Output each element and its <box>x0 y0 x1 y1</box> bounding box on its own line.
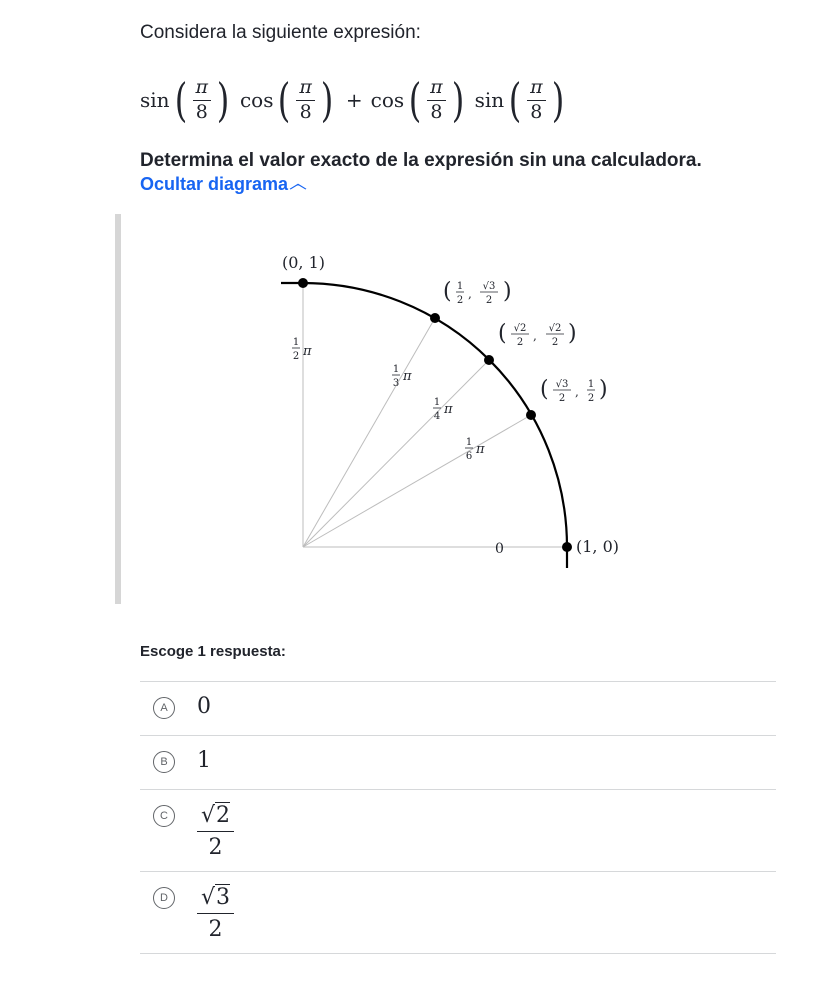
choice-d-value: $\frac{√3}{2}$ <box>197 885 234 942</box>
radius-pi-over-3 <box>303 318 435 547</box>
choice-letter-a: A <box>153 697 175 719</box>
svg-text:√3: √3 <box>482 281 496 292</box>
svg-text:π: π <box>303 344 312 359</box>
angle-label-pi-over-6 <box>465 437 485 462</box>
label-0-1: (0, 1) <box>282 253 326 272</box>
choice-c[interactable] <box>140 789 776 871</box>
choice-d[interactable] <box>140 871 776 954</box>
right-paren: ) <box>451 73 464 127</box>
svg-text:2: 2 <box>456 295 464 306</box>
label-pi-over-3-coords <box>443 279 512 306</box>
question-prompt: Determina el valor exacto de la expresión sin una calculadora. <box>140 150 702 171</box>
point-1-0 <box>562 542 572 552</box>
svg-text:(: ( <box>540 377 549 402</box>
point-pi-over-6 <box>526 410 536 420</box>
choice-b-value: 1 <box>197 748 211 773</box>
svg-text:√2: √2 <box>513 323 527 334</box>
left-paren: ( <box>408 73 422 127</box>
radius-pi-over-6 <box>303 415 531 547</box>
point-0-1 <box>298 278 308 288</box>
label-pi-over-6-coords <box>540 377 608 404</box>
svg-text:2: 2 <box>587 393 595 404</box>
svg-text:1: 1 <box>392 364 400 375</box>
plus-operator: + <box>345 88 363 112</box>
svg-text:2: 2 <box>292 351 300 362</box>
svg-text:): ) <box>503 279 512 304</box>
answer-instruction: Escoge 1 respuesta: <box>140 643 286 660</box>
sin-function: sin <box>474 88 505 112</box>
choice-a[interactable] <box>140 681 776 735</box>
angle-label-pi-over-2 <box>292 337 312 362</box>
svg-text:(: ( <box>443 279 452 304</box>
svg-text:3: 3 <box>392 378 400 389</box>
svg-text:2: 2 <box>516 337 524 348</box>
choice-b[interactable] <box>140 735 776 789</box>
point-pi-over-3 <box>430 313 440 323</box>
svg-text:): ) <box>568 321 577 346</box>
question-intro: Considera la siguiente expresión: <box>140 22 421 43</box>
svg-text:1: 1 <box>456 281 464 292</box>
svg-text:1: 1 <box>587 379 595 390</box>
svg-text:2: 2 <box>485 295 493 306</box>
svg-text:1: 1 <box>465 437 473 448</box>
svg-text:2: 2 <box>558 393 566 404</box>
svg-text:π: π <box>403 369 412 384</box>
answer-choices <box>140 681 776 954</box>
cos-function: cos <box>239 88 274 112</box>
label-zero-angle: 0 <box>495 541 504 557</box>
sin-function: sin <box>140 88 170 112</box>
right-paren: ) <box>216 73 230 127</box>
svg-text:2: 2 <box>551 337 559 348</box>
svg-text:6: 6 <box>465 451 473 462</box>
choice-a-value: 0 <box>197 694 211 719</box>
cos-function: cos <box>370 88 405 112</box>
choice-letter-c: C <box>153 805 175 827</box>
pi-over-8-fraction: $\frac{\pi}{8}$ <box>527 78 546 123</box>
svg-text:π: π <box>444 402 453 417</box>
hide-diagram-label: Ocultar diagrama <box>140 174 289 194</box>
svg-text:,: , <box>533 329 537 343</box>
choice-c-value: $\frac{√2}{2}$ <box>197 803 234 860</box>
svg-text:√2: √2 <box>548 323 562 334</box>
pi-over-8-fraction: $\frac{\pi}{8}$ <box>193 78 212 123</box>
choice-letter-b: B <box>153 751 175 773</box>
svg-text:√3: √3 <box>555 379 569 390</box>
right-paren: ) <box>551 73 564 127</box>
svg-text:4: 4 <box>433 411 441 422</box>
chevron-up-icon: ︿ <box>289 177 307 191</box>
left-paren: ( <box>508 73 522 127</box>
point-pi-over-4 <box>484 355 494 365</box>
choice-letter-d: D <box>153 887 175 909</box>
svg-text:π: π <box>476 442 485 457</box>
angle-label-pi-over-4 <box>433 397 453 422</box>
svg-text:1: 1 <box>433 397 441 408</box>
label-1-0: (1, 0) <box>576 537 620 556</box>
pi-over-8-fraction: $\frac{\pi}{8}$ <box>296 78 315 123</box>
svg-text:,: , <box>575 385 579 399</box>
svg-text:): ) <box>599 377 608 402</box>
left-paren: ( <box>278 73 291 127</box>
left-paren: ( <box>174 73 187 127</box>
right-paren: ) <box>320 73 334 127</box>
angle-label-pi-over-3 <box>392 364 412 389</box>
svg-text:(: ( <box>498 321 507 346</box>
svg-text:,: , <box>468 287 472 301</box>
pi-over-8-fraction: $\frac{\pi}{8}$ <box>427 78 446 123</box>
svg-text:1: 1 <box>292 337 300 348</box>
label-pi-over-4-coords <box>498 321 577 348</box>
